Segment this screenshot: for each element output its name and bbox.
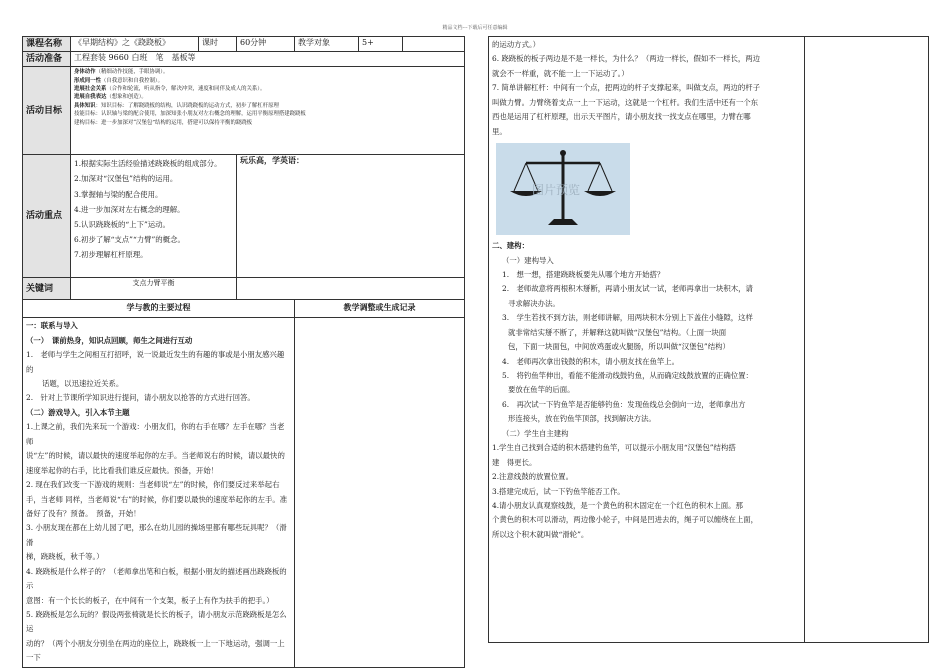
prep-value: 工程套装 9660 白班 笔 基板等 xyxy=(71,52,465,67)
paragraph: 2.注意线鼓的放置位置。 xyxy=(492,472,573,482)
course-name-value: 《早期结构》之《跷跷板》 xyxy=(71,37,199,52)
paragraph: 的运动方式。） xyxy=(492,40,541,49)
paragraph: 备好了没有？预备。 预备，开始！ xyxy=(26,508,141,518)
paragraph: 包，下面一块面包，中间放鸡蛋或火腿肠，所以叫做“汉堡包”结构） xyxy=(508,342,730,352)
paragraph: 速度举起你的右手，比比看我们谁反应最快。预备，开始！ xyxy=(26,465,219,475)
paragraph: 4. 跷跷板是什么样子的？（老师拿出笔和白板，根据小朋友的描述画出跷跷板的示 xyxy=(26,566,287,591)
target-extra xyxy=(403,37,465,52)
focus-item: 1.根据实际生活经验描述跷跷板的组成部分。 xyxy=(74,159,222,169)
paragraph: 说“左”的时候，请以最快的速度举起你的左手。当老师说右的时候，请以最快的 xyxy=(26,451,285,461)
paragraph: 意图：有一个长长的板子，在中间有一个支架，板子上有作为扶手的把手。） xyxy=(26,595,274,605)
time-value: 60分钟 xyxy=(237,37,295,52)
process-content xyxy=(23,318,295,668)
prep-label: 活动准备 xyxy=(23,52,71,67)
keywords-label: 关键词 xyxy=(23,278,71,300)
continuation-table xyxy=(488,36,929,643)
goal-item: 进展社会关系（合作和轮流，听从指令，解决冲突，速度和同伴及成人的关系）。 xyxy=(74,86,266,93)
paragraph: 寻求解决办法。 xyxy=(508,298,560,308)
goal-item: 建构目标：进一步加深对“汉堡包”结构的运用，搭建可以保持平衡的跷跷板 xyxy=(74,119,253,126)
goal-item: 具体知识：知识目标：了解跷跷板的结构，认识跷跷板的运动方式，初步了解杠杆原理 xyxy=(74,102,279,109)
course-name-label: 课程名称 xyxy=(23,37,71,52)
paragraph: 5. 跷跷板是怎么玩的？假设两张椅就是长长的板子，请小朋友示范跷跷板是怎么运 xyxy=(26,610,287,634)
paragraph: 1.上课之前，我们先来玩一个游戏：小朋友们，你的右手在哪？左手在哪？当老师 xyxy=(26,422,285,446)
paragraph: 1.学生自己找到合适的积木搭建钓鱼竿，可以提示小朋友用“汉堡包”结构搭 xyxy=(492,443,736,453)
focus-item: 4.进一步加深对左右概念的理解。 xyxy=(74,204,185,214)
continued-process-content xyxy=(489,37,805,643)
goals-list xyxy=(71,67,465,155)
paragraph: 建 得更长。 xyxy=(492,457,537,467)
paragraph: 1. 想一想，搭建跷跷板要先从哪个地方开始搭？ xyxy=(502,269,665,279)
paragraph: 5. 将钓鱼竿伸出，看能不能滑动线鼓钓鱼，从而确定线鼓放置的正确位置： xyxy=(502,371,753,380)
paragraph: 6. 跷跷板的板子两边是不是一样长，为什么？（两边一样长，假如不一样长，两边 xyxy=(492,54,761,64)
lego-english-note: 玩乐高，学英语： xyxy=(237,155,465,278)
image-watermark: 图片预览 xyxy=(532,183,581,198)
keywords-extra xyxy=(237,278,465,300)
notes-title: 教学调整或生成记录 xyxy=(295,300,465,318)
keywords-value: 支点力臂平衡 xyxy=(71,278,237,300)
section-heading: 一：联系与导入 xyxy=(26,321,78,331)
paragraph: 4.请小朋友认真观察线鼓，是一个黄色的积木固定在一个红色的积木上面。那 xyxy=(492,500,743,510)
paragraph: 里。 xyxy=(492,126,507,136)
page-header: 精品文档---下载后可任意编辑 xyxy=(442,25,508,31)
focus-label: 活动重点 xyxy=(23,155,71,278)
paragraph: 4. 老师再次拿出钱鼓的积木，请小朋友找在鱼竿上。 xyxy=(502,356,680,366)
paragraph: 叫做力臂。力臂绕着支点一上一下运动，这就是一个杠杆。我们生活中还有一个东 xyxy=(492,97,759,107)
focus-item: 3.掌握轴与梁的配合使用。 xyxy=(74,189,163,199)
focus-item: 5.认识跷跷板的“上下”运动。 xyxy=(74,219,170,229)
paragraph: 要放在鱼竿的后面。 xyxy=(508,385,575,395)
paragraph: 2. 针对上节课所学知识进行提问，请小朋友以抢答的方式进行回答。 xyxy=(26,393,255,403)
section-heading: 二、建构： xyxy=(492,241,529,251)
paragraph: 梯，跷跷板，秋千等。） xyxy=(26,552,104,562)
focus-item: 2.加深对“汉堡包”结构的运用。 xyxy=(74,174,178,184)
continued-notes-content xyxy=(805,37,929,643)
section-subheading: （二）游戏导入，引入本节主题 xyxy=(26,407,130,417)
paragraph: 1. 老师与学生之间相互打招呼，说一说最近发生的有趣的事或是小朋友感兴趣的 xyxy=(26,350,285,374)
paragraph: 形连接头，放在钓鱼竿顶部，找到解决方法。 xyxy=(508,414,656,424)
focus-item: 6.初步了解“支点”“力臂”的概念。 xyxy=(74,235,185,245)
paragraph: 3. 学生若找不到方法，则老师讲解，用两块积木分别上下盖住小缝隙，这样 xyxy=(502,313,753,323)
section-subheading: （一）建构导入 xyxy=(502,255,554,265)
section-subheading: （二）学生自主建构 xyxy=(502,428,569,438)
paragraph: 2. 现在我们改变一下游戏的规则：当老师说“左”的时候，你们要反过来举起右 xyxy=(26,480,280,490)
goal-item: 技能目标：认识轴与梁的配合使用，加深知张小朋友对左右概念的理解，运用平衡原理搭建跷跷板 xyxy=(74,111,306,118)
paragraph: 手，当老师 同样，当老师说“右”的时候，你们要以最快的速度举起你的左手。准 xyxy=(26,494,288,504)
time-label: 课时 xyxy=(199,37,237,52)
target-value: 5+ xyxy=(359,37,403,52)
paragraph: 3.搭建完成后，试一下钓鱼竿能否工作。 xyxy=(492,486,625,496)
paragraph: 就会不一样重，就不能一上一下运动了。） xyxy=(492,68,629,78)
paragraph: 话题，以迅速拉近关系。 xyxy=(42,379,124,389)
paragraph: 个黄色的积木可以滑动，两边像小轮子，中间是凹进去的，绳子可以缠绕在上面， xyxy=(492,515,759,525)
section-subheading: （一） 课前热身，知识点回顾，师生之间进行互动 xyxy=(26,335,193,345)
goals-label: 活动目标 xyxy=(23,67,71,155)
paragraph: 西也是运用了杠杆原理，出示天平图片，请小朋友找一找支点在哪里，力臂在哪 xyxy=(492,112,751,122)
lesson-plan-table xyxy=(22,36,465,668)
paragraph: 6. 再次试一下钓鱼竿是否能够钓鱼：发现鱼线总会倒向一边，老师拿出方 xyxy=(502,399,746,409)
focus-list xyxy=(71,155,237,278)
paragraph: 3. 小朋友现在都在上幼儿园了吧，那么在幼儿园的操场里都有哪些玩具呢？（滑滑 xyxy=(26,523,287,547)
balance-scale-image xyxy=(496,143,630,235)
paragraph: 所以这个积木就叫做“滑轮”。 xyxy=(492,529,589,539)
focus-item: 7.初步理解杠杆原理。 xyxy=(74,250,148,260)
goal-item: 身体动作（精细动作技能，手眼协调）。 xyxy=(74,69,169,76)
paragraph: 7. 简单讲解杠杆：中间有一个点，把两边的杆子支撑起来，叫做支点，两边的杆子 xyxy=(492,83,761,93)
notes-content xyxy=(295,318,465,668)
paragraph: 2. 老师故意将两根积木掰断，再请小朋友试一试，老师再拿出一块积木，请 xyxy=(502,284,753,294)
target-label: 教学对象 xyxy=(295,37,359,52)
process-title: 学与教的主要过程 xyxy=(23,300,295,318)
goal-item: 形成同一性（自我意识和自我控制）。 xyxy=(74,77,163,84)
goal-item: 进展自我表达（想象和创造）。 xyxy=(74,94,147,101)
paragraph: 就非常结实掰不断了，并解释这就叫做“汉堡包”结构。（上面一块面 xyxy=(508,327,727,337)
paragraph: 动的？（两个小朋友分别坐在两边的座位上，跷跷板一上一下地运动，强调一上一下 xyxy=(26,638,285,663)
